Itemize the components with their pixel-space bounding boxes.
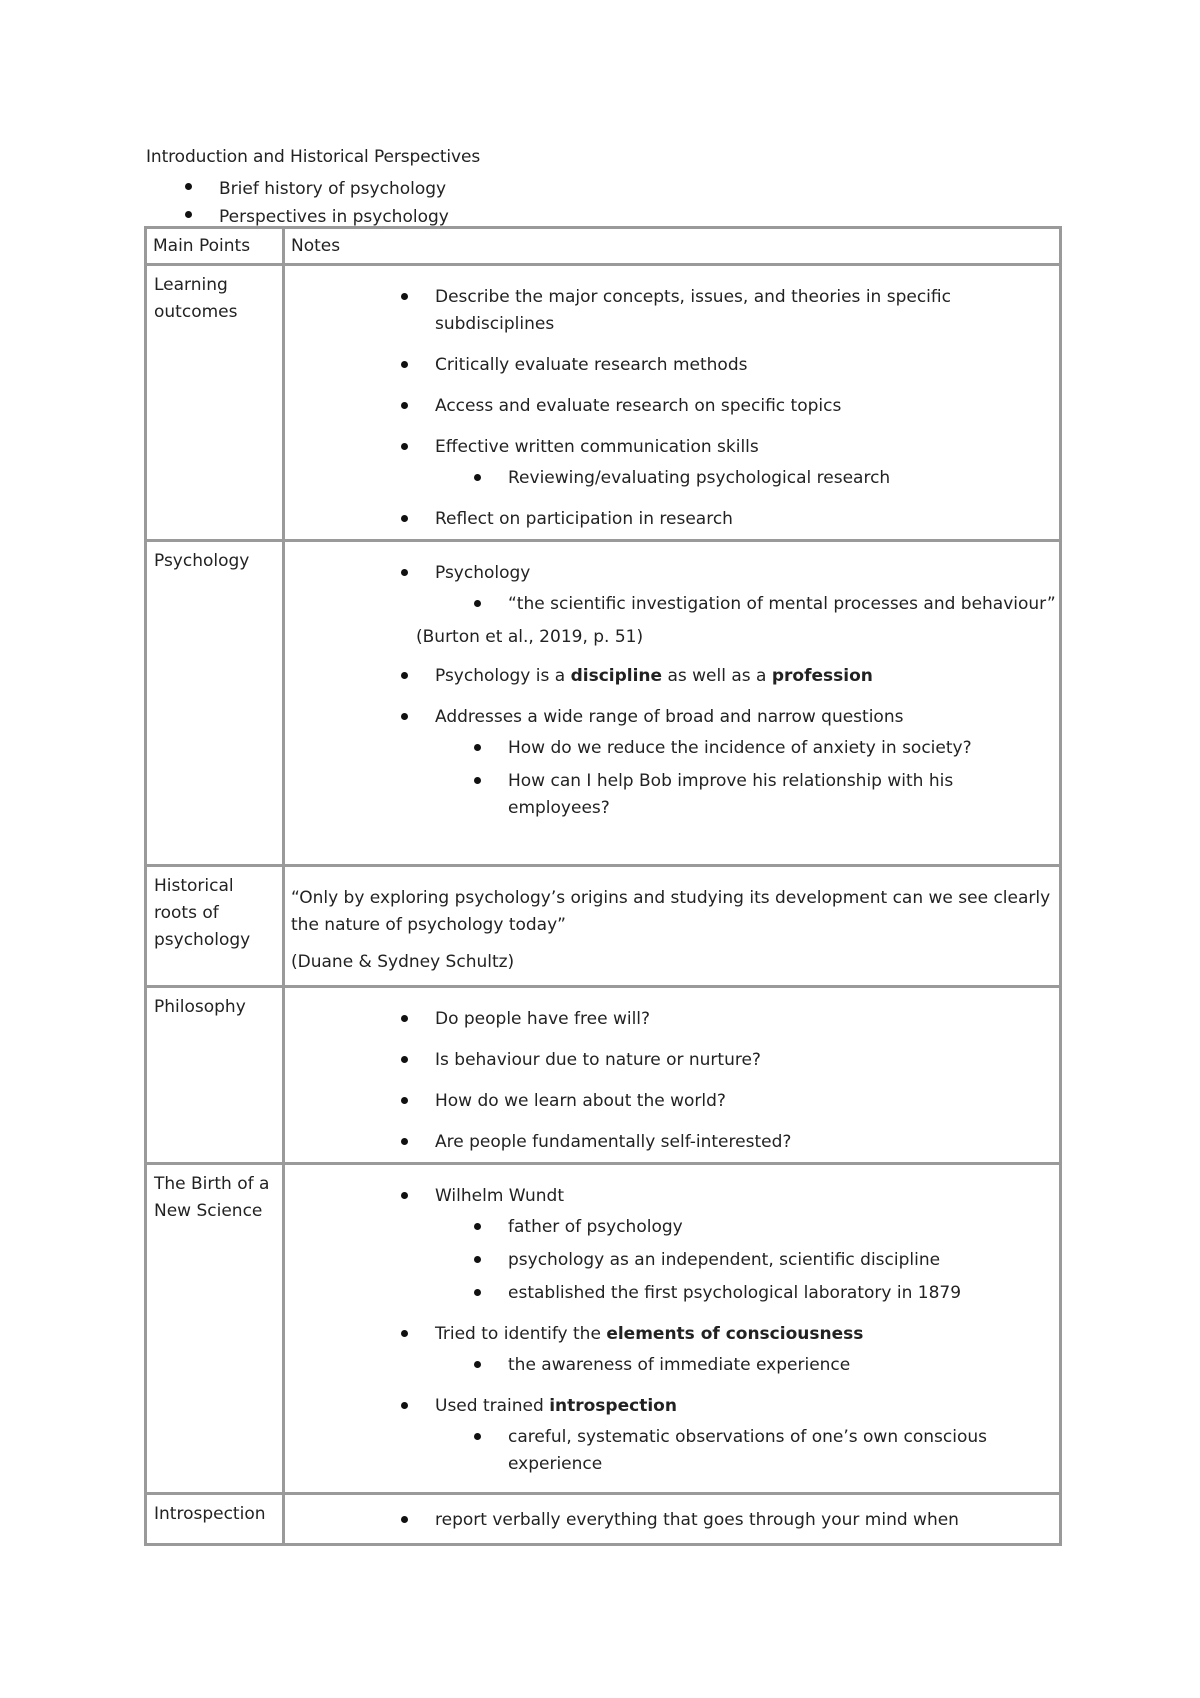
row-notes-birth-of-science [284, 1164, 1061, 1494]
list-item: Access and evaluate research on specific topics [285, 393, 1059, 420]
list-item: established the first psychological laboratory in 1879 [435, 1280, 1059, 1307]
table-row [146, 1164, 1061, 1494]
bullet-icon [185, 211, 192, 218]
bullet-icon [401, 1056, 408, 1063]
table-row [146, 541, 1061, 866]
bullet-icon [401, 293, 408, 300]
list-item: Effective written communication skills Reviewing/evaluating psychological research [285, 434, 1059, 492]
citation-text: (Duane & Sydney Schultz) [291, 952, 515, 972]
list-item: Reflect on participation in research [285, 506, 1059, 533]
page-heading: Introduction and Historical Perspectives [146, 147, 481, 167]
list-item: Reviewing/evaluating psychological research [435, 465, 1059, 492]
list-item: careful, systematic observations of one’s own conscious experience [435, 1424, 1059, 1478]
table-row [146, 987, 1061, 1164]
bullet-icon [474, 1256, 481, 1263]
list-item: Do people have free will? [285, 1006, 1059, 1033]
bullet-icon [474, 474, 481, 481]
list-item: report verbally everything that goes through your mind when [285, 1507, 1059, 1534]
quote-text: “Only by exploring psychology’s origins and studying its development can we see clearly the nature of psychology today” [291, 888, 1051, 935]
bullet-icon [401, 443, 408, 450]
bullet-icon [401, 361, 408, 368]
notes-table [144, 226, 1062, 1546]
bullet-icon [401, 1402, 408, 1409]
list-item: Critically evaluate research methods [285, 352, 1059, 379]
bullet-icon [474, 600, 481, 607]
list-item: Wilhelm Wundt father of psychology psychology as an independent, scientific discipline established the first psychological laboratory in 1879 [285, 1183, 1059, 1307]
list-item: Psychology “the scientific investigation of mental processes and behaviour” [285, 560, 1059, 618]
top-bullet-list [146, 175, 449, 231]
bullet-icon [401, 515, 408, 522]
bullet-icon [401, 1192, 408, 1199]
list-item: “the scientific investigation of mental processes and behaviour” [435, 591, 1059, 618]
bullet-icon [401, 1138, 408, 1145]
row-label-birth-of-science: The Birth of a New Science [146, 1164, 284, 1494]
list-item: Are people fundamentally self-interested? [285, 1129, 1059, 1156]
bullet-icon [474, 1289, 481, 1296]
bullet-icon [474, 744, 481, 751]
bullet-icon [401, 1015, 408, 1022]
header-notes: Notes [284, 228, 1061, 265]
bullet-icon [401, 1097, 408, 1104]
bullet-icon [474, 1223, 481, 1230]
table-row [146, 1494, 1061, 1545]
list-item: father of psychology [435, 1214, 1059, 1241]
bullet-icon [474, 777, 481, 784]
bullet-icon [474, 1433, 481, 1440]
bullet-icon [401, 1330, 408, 1337]
bullet-icon [401, 713, 408, 720]
list-item: Used trained introspection careful, systematic observations of one’s own conscious experience [285, 1393, 1059, 1478]
list-item: How do we reduce the incidence of anxiety in society? [435, 735, 1059, 762]
table-row [146, 866, 1061, 987]
citation-text: (Burton et al., 2019, p. 51) [416, 627, 644, 647]
list-item: Tried to identify the elements of consciousness the awareness of immediate experience [285, 1321, 1059, 1379]
row-notes-psychology [284, 541, 1061, 866]
list-item: psychology as an independent, scientific discipline [435, 1247, 1059, 1274]
bullet-icon [474, 1361, 481, 1368]
list-item: Psychology is a discipline as well as a profession [285, 663, 1059, 690]
table-header-row [146, 228, 1061, 265]
row-notes-historical-roots [284, 866, 1061, 987]
row-label-introspection: Introspection [146, 1494, 284, 1545]
row-label-historical-roots: Historical roots of psychology [146, 866, 284, 987]
bullet-icon [185, 183, 192, 190]
row-label-psychology: Psychology [146, 541, 284, 866]
header-main-points: Main Points [146, 228, 284, 265]
list-item: Perspectives in psychology [146, 203, 449, 231]
list-item: the awareness of immediate experience [435, 1352, 1059, 1379]
list-item: How do we learn about the world? [285, 1088, 1059, 1115]
bullet-icon [401, 1516, 408, 1523]
row-label-philosophy: Philosophy [146, 987, 284, 1164]
list-item: Brief history of psychology [146, 175, 449, 203]
table-row [146, 265, 1061, 541]
row-notes-learning-outcomes [284, 265, 1061, 541]
row-label-learning-outcomes: Learning outcomes [146, 265, 284, 541]
list-item: Addresses a wide range of broad and narrow questions How do we reduce the incidence of anxiety in society? How can I help Bob improve his relationship with his employees? [285, 704, 1059, 822]
bullet-icon [401, 402, 408, 409]
bullet-icon [401, 569, 408, 576]
list-item: Describe the major concepts, issues, and theories in specific subdisciplines [285, 284, 1059, 338]
list-item: How can I help Bob improve his relationship with his employees? [435, 768, 1059, 822]
bullet-icon [401, 672, 408, 679]
list-item: Is behaviour due to nature or nurture? [285, 1047, 1059, 1074]
row-notes-philosophy [284, 987, 1061, 1164]
row-notes-introspection [284, 1494, 1061, 1545]
